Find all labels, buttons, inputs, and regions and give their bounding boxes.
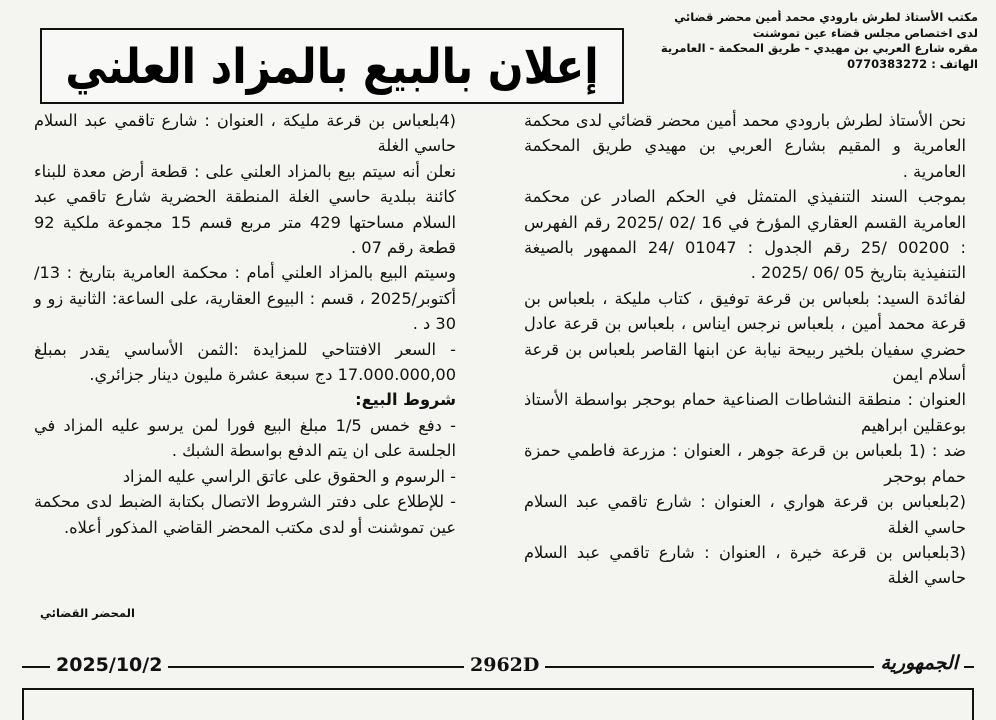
paragraph: نحن الأستاذ لطرش بارودي محمد أمين محضر قضائي لدى محكمة العامرية و المقيم بشارع العربي بن مهيدي طريق المحكمة العامرية . bbox=[524, 111, 966, 181]
footer-date: 2025/10/2 bbox=[50, 654, 168, 676]
condition-item: - للإطلاع على دفتر الشروط الاتصال بكتابة الضبط لدى محكمة عين تموشنت أو لدى مكتب المحضر القاضي المذكور أعلاه. bbox=[34, 492, 456, 537]
paragraph: العنوان : منطقة النشاطات الصناعية حمام بوحجر بواسطة الأستاذ بوعقلين ابراهيم bbox=[524, 390, 966, 435]
conditions-heading: شروط البيع: bbox=[355, 390, 456, 410]
office-header bbox=[638, 10, 978, 72]
paragraph: (2بلعباس بن قرعة هواري ، العنوان : شارع تاقمي عبد السلام حاسي الغلة bbox=[524, 492, 966, 537]
condition-item: - دفع خمس 1/5 مبلغ البيع فورا لمن يرسو عليه المزاد في الجلسة على ان يتم الدفع بواسطة الشبك . bbox=[34, 415, 456, 461]
paragraph: نعلن أنه سيتم بيع بالمزاد العلني على : قطعة أرض معدة للبناء كائنة ببلدية حاسي الغلة المنطقة الحضرية شارع تاقمي عبد السلام مساحتها 429 متر مربع قسم 15 مجموعة ملكية 92 قطعة رقم 07 . bbox=[34, 161, 457, 258]
paragraph: وسيتم البيع بالمزاد العلني أمام : محكمة العامرية بتاريخ : 13/أكتوبر/2025 ، قسم : البيوع العقارية، على الساعة: الثانية زو و 30 د . bbox=[34, 263, 456, 334]
condition-item: - الرسوم و الحقوق على عاتق الراسي عليه المزاد bbox=[122, 466, 456, 486]
signature: المحضر القضائي bbox=[40, 606, 135, 620]
left-column bbox=[34, 108, 456, 540]
office-address: مقره شارع العربي بن مهيدي - طريق المحكمة - العامرية bbox=[660, 41, 978, 55]
office-phone: الهاتف : 0770383272 bbox=[847, 56, 978, 71]
newspaper-logo: الجمهورية bbox=[874, 652, 964, 674]
office-jurisdiction: لدى اختصاص مجلس قضاء عين تموشنت bbox=[752, 25, 978, 40]
notice-title: إعلان بالبيع بالمزاد العلني bbox=[65, 37, 599, 95]
next-ad-frame bbox=[22, 688, 974, 720]
paragraph: ضد : (1 بلعباس بن قرعة جوهر ، العنوان : مزرعة فاطمي حمزة حمام بوحجر bbox=[524, 441, 966, 486]
paragraph: لفائدة السيد: بلعباس بن قرعة توفيق ، كتاب مليكة ، بلعباس بن قرعة محمد أمين ، بلعباس نرجس ايناس ، بلعباس بن قرعة عادل حضري سفيان بلخير ربيحة نيابة عن ابنها القاصر بلعباس بن قرعة أسلام ايمن bbox=[524, 288, 966, 385]
office-name: مكتب الأستاذ لطرش بارودي محمد أمين محضر قضائي bbox=[674, 10, 978, 24]
footer bbox=[22, 654, 974, 678]
footer-code: 2962D bbox=[464, 654, 545, 676]
right-column bbox=[524, 108, 966, 591]
paragraph: (3بلعباس بن قرعة خيرة ، العنوان : شارع تاقمي عبد السلام حاسي الغلة bbox=[524, 542, 966, 588]
title-box bbox=[40, 28, 624, 104]
paragraph: (4بلعباس بن قرعة مليكة ، العنوان : شارع تاقمي عبد السلام حاسي الغلة bbox=[34, 111, 456, 156]
paragraph: - السعر الافتتاحي للمزايدة :الثمن الأساسي يقدر بمبلغ 17.000.000,00 دج سبعة عشرة مليون دينار جزائري. bbox=[34, 339, 456, 385]
paragraph: بموجب السند التنفيذي المتمثل في الحكم الصادر عن محكمة العامرية القسم العقاري المؤرخ في 16 /02 /2025 رقم الفهرس : 00200 /25 رقم الجدول : 01047 /24 الممهور بالصيغة التنفيذية بتاريخ 05 /06 /2025 . bbox=[524, 187, 966, 283]
